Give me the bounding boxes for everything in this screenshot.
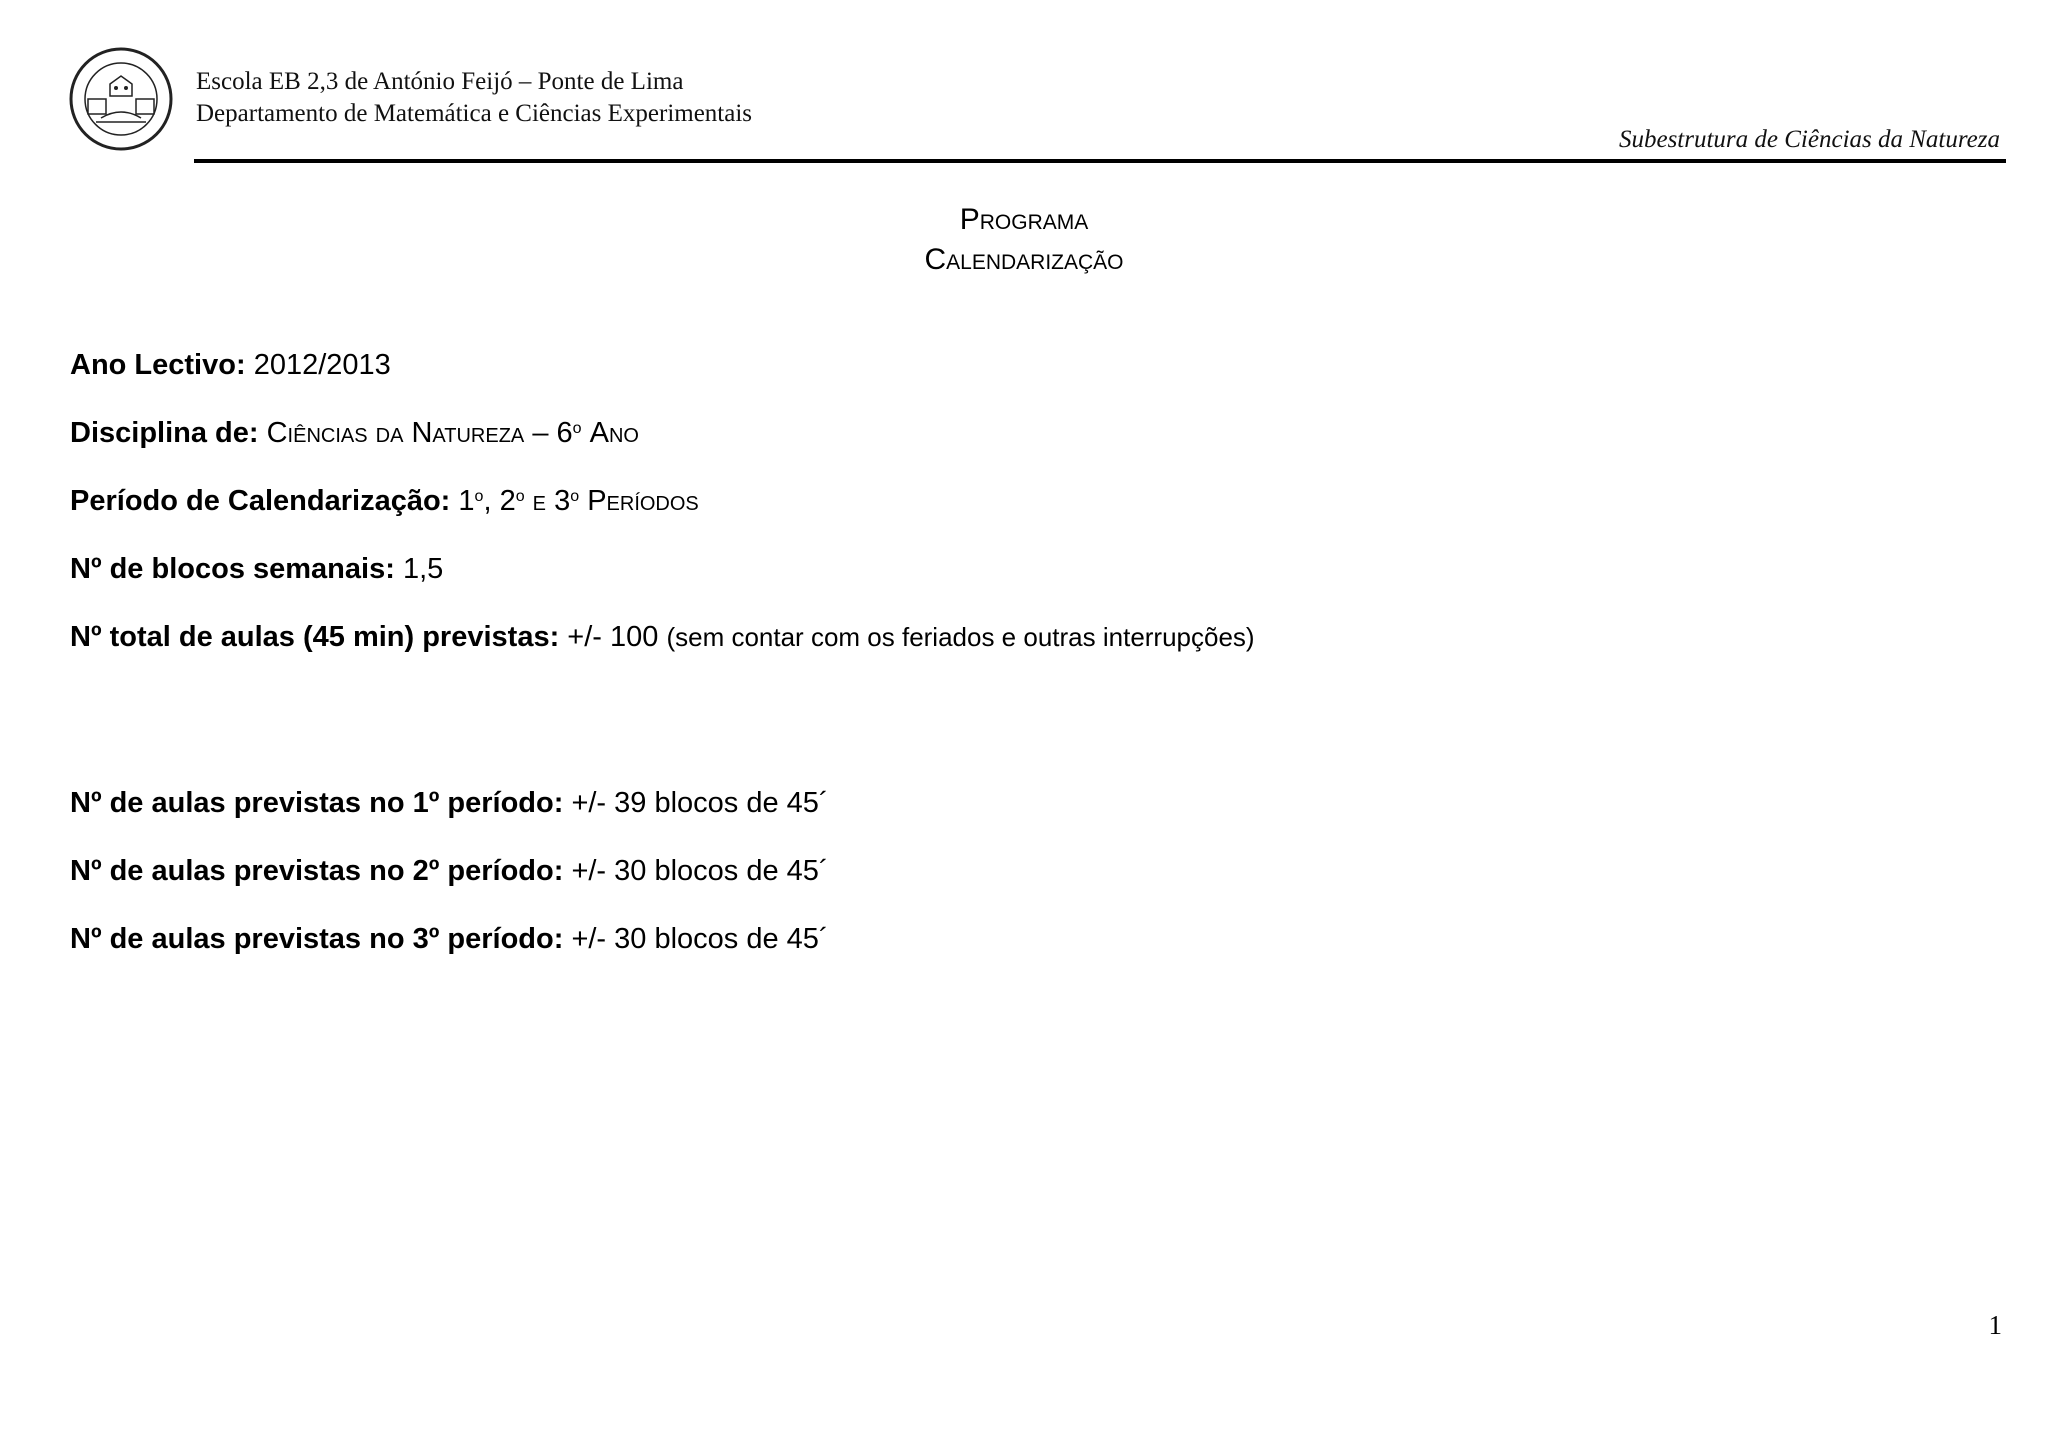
field-aulas-3-periodo xyxy=(70,921,829,957)
field-value: 2012/2013 xyxy=(253,349,391,381)
field-value: +/- 30 blocos de 45´ xyxy=(571,855,829,887)
subestrutura-label: Subestrutura de Ciências da Natureza xyxy=(1618,126,2000,153)
field-value: +/- 39 blocos de 45´ xyxy=(571,787,829,819)
field-value-suffix: Ano xyxy=(589,417,639,449)
field-label: Disciplina de: xyxy=(70,417,259,449)
field-label: Nº total de aulas (45 min) previstas: xyxy=(70,621,560,653)
field-total-aulas xyxy=(70,619,1255,655)
department-name: Departamento de Matemática e Ciências Experimentais xyxy=(196,100,753,127)
title-calendarizacao: Calendarização xyxy=(924,243,1124,276)
document-title xyxy=(0,200,2048,280)
ordinal-sup: o xyxy=(572,420,582,437)
periodo-2: 2 xyxy=(499,485,516,517)
field-aulas-1-periodo xyxy=(70,785,829,821)
school-name: Escola EB 2,3 de António Feijó – Ponte de Lima xyxy=(196,68,684,95)
field-value: +/- 100 xyxy=(567,621,659,653)
title-programa: Programa xyxy=(959,203,1089,236)
ordinal-sup: o xyxy=(474,488,484,505)
school-header xyxy=(196,66,752,130)
field-label: Nº de aulas previstas no 2º período: xyxy=(70,855,564,887)
field-label: Nº de aulas previstas no 1º período: xyxy=(70,787,564,819)
field-aulas-2-periodo xyxy=(70,853,829,889)
field-periodo xyxy=(70,483,699,519)
ordinal-sup: o xyxy=(515,488,525,505)
field-blocos-semanais xyxy=(70,551,443,587)
field-note: (sem contar com os feriados e outras interrupções) xyxy=(666,622,1255,652)
field-value: Ciências da Natureza – 6 xyxy=(266,417,573,449)
header-divider xyxy=(194,159,2006,163)
periodo-tail: Períodos xyxy=(587,485,699,517)
periodo-3: 3 xyxy=(554,485,571,517)
ordinal-sup: o xyxy=(570,488,580,505)
field-label: Nº de blocos semanais: xyxy=(70,553,395,585)
periodo-sep-2: e xyxy=(524,485,555,517)
field-label: Nº de aulas previstas no 3º período: xyxy=(70,923,564,955)
field-value: +/- 30 blocos de 45´ xyxy=(571,923,829,955)
field-label: Período de Calendarização: xyxy=(70,485,451,517)
school-seal-logo xyxy=(66,44,176,154)
field-disciplina xyxy=(70,415,639,451)
field-ano-lectivo xyxy=(70,347,391,383)
periodo-sep-1: , xyxy=(483,485,500,517)
field-label: Ano Lectivo: xyxy=(70,349,246,381)
page-number: 1 xyxy=(1988,1310,2002,1340)
field-value: 1,5 xyxy=(402,553,444,585)
periodo-1: 1 xyxy=(458,485,475,517)
